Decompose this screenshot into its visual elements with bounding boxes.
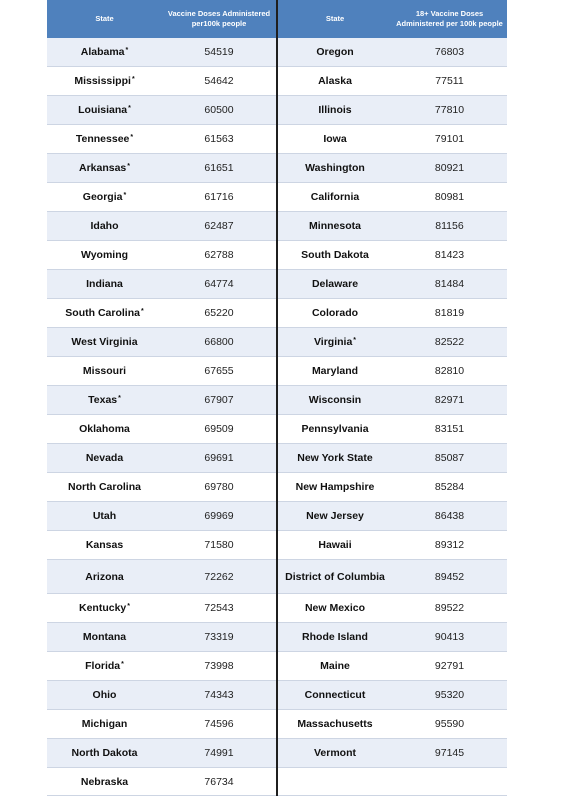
right-state-cell — [277, 560, 392, 594]
right-state-cell — [277, 183, 392, 212]
left-doses-cell: 69509 — [162, 415, 277, 444]
left-state-cell — [47, 531, 162, 560]
table-row — [47, 357, 507, 386]
header-right-state: State — [277, 0, 392, 38]
right-doses-cell: 82522 — [392, 328, 507, 357]
left-doses-cell: 69691 — [162, 444, 277, 473]
left-state-cell — [47, 38, 162, 67]
footnote-marker: * — [127, 603, 130, 610]
left-state-cell-name: Kansas — [85, 539, 124, 551]
footnote-marker: * — [121, 661, 124, 668]
right-state-cell-name: California — [310, 191, 360, 203]
right-state-cell-name: Minnesota — [309, 220, 361, 232]
left-doses-cell: 62487 — [162, 212, 277, 241]
left-state-cell — [47, 328, 162, 357]
table-row — [47, 299, 507, 328]
left-doses-cell: 69780 — [162, 473, 277, 502]
table-row — [47, 623, 507, 652]
right-state-cell-name: Hawaii — [318, 539, 352, 551]
left-state-cell — [47, 768, 162, 796]
left-state-cell-name: North Dakota — [71, 747, 138, 759]
left-doses-cell: 67655 — [162, 357, 277, 386]
table-header-row — [47, 0, 507, 38]
left-doses-cell: 74596 — [162, 710, 277, 739]
left-state-cell — [47, 154, 162, 183]
right-doses-cell: 77810 — [392, 96, 507, 125]
table-row — [47, 473, 507, 502]
right-doses-cell: 95320 — [392, 681, 507, 710]
right-state-cell — [277, 768, 392, 796]
left-state-cell-name: Louisiana — [78, 104, 128, 116]
right-state-cell — [277, 96, 392, 125]
right-state-cell — [277, 739, 392, 768]
left-doses-cell: 67907 — [162, 386, 277, 415]
left-doses-cell: 54519 — [162, 38, 277, 67]
left-doses-cell: 62788 — [162, 241, 277, 270]
left-state-cell-name: Tennessee — [75, 133, 130, 145]
right-doses-cell: 77511 — [392, 67, 507, 96]
left-state-cell — [47, 502, 162, 531]
left-doses-cell: 73319 — [162, 623, 277, 652]
right-state-cell-name: Pennsylvania — [301, 423, 369, 435]
right-state-cell — [277, 270, 392, 299]
table-row — [47, 710, 507, 739]
right-state-cell-name: Washington — [305, 162, 365, 174]
right-doses-cell: 81484 — [392, 270, 507, 299]
right-state-cell — [277, 212, 392, 241]
left-state-cell-name: Arkansas — [78, 162, 127, 174]
right-state-cell — [277, 531, 392, 560]
right-state-cell-name: Colorado — [311, 307, 359, 319]
right-doses-cell: 89312 — [392, 531, 507, 560]
right-state-cell-name: Oregon — [316, 46, 354, 58]
footnote-marker: * — [140, 308, 144, 315]
right-state-cell — [277, 67, 392, 96]
right-state-cell-name: New Hampshire — [295, 481, 375, 493]
left-state-cell-name: Nevada — [85, 452, 124, 464]
table-row — [47, 652, 507, 681]
left-state-cell — [47, 212, 162, 241]
right-state-cell — [277, 681, 392, 710]
footnote-marker: * — [127, 163, 130, 170]
right-state-cell-name: District of Columbia — [285, 570, 385, 583]
right-state-cell — [277, 444, 392, 473]
right-state-cell-name: New Mexico — [304, 602, 366, 614]
right-state-cell — [277, 652, 392, 681]
right-doses-cell: 90413 — [392, 623, 507, 652]
left-state-cell-name: Missouri — [82, 365, 127, 377]
right-state-cell — [277, 328, 392, 357]
left-doses-cell: 69969 — [162, 502, 277, 531]
right-doses-cell: 97145 — [392, 739, 507, 768]
table-row — [47, 681, 507, 710]
right-state-cell-name: New Jersey — [306, 510, 364, 522]
right-doses-cell: 85087 — [392, 444, 507, 473]
right-state-cell — [277, 38, 392, 67]
left-state-cell — [47, 270, 162, 299]
left-doses-cell: 61651 — [162, 154, 277, 183]
left-state-cell-name: Idaho — [90, 220, 119, 232]
table-row — [47, 270, 507, 299]
table-row — [47, 444, 507, 473]
right-doses-cell: 82810 — [392, 357, 507, 386]
left-state-cell-name: Wyoming — [80, 249, 129, 261]
footnote-marker: * — [125, 47, 129, 54]
right-doses-cell: 83151 — [392, 415, 507, 444]
footnote-marker: * — [130, 134, 134, 141]
right-state-cell-name: Connecticut — [304, 689, 366, 701]
right-doses-cell: 92791 — [392, 652, 507, 681]
left-doses-cell: 74343 — [162, 681, 277, 710]
right-doses-cell: 82971 — [392, 386, 507, 415]
right-state-cell-name: Massachusetts — [297, 718, 373, 730]
table-row — [47, 560, 507, 594]
right-doses-cell: 76803 — [392, 38, 507, 67]
right-state-cell — [277, 299, 392, 328]
right-state-cell-name: South Dakota — [301, 249, 369, 261]
left-state-cell-name: Texas — [88, 394, 118, 406]
table-row — [47, 328, 507, 357]
left-state-cell — [47, 710, 162, 739]
right-state-cell — [277, 473, 392, 502]
table-row — [47, 212, 507, 241]
left-state-cell — [47, 623, 162, 652]
left-state-cell-name: Indiana — [86, 278, 123, 290]
footnote-marker: * — [131, 76, 135, 83]
right-state-cell-name: Delaware — [311, 278, 359, 290]
table-row — [47, 531, 507, 560]
header-right-doses: 18+ Vaccine Doses Administered per 100k people — [392, 0, 507, 38]
left-state-cell — [47, 299, 162, 328]
left-state-cell — [47, 125, 162, 154]
left-doses-cell: 60500 — [162, 96, 277, 125]
left-doses-cell: 74991 — [162, 739, 277, 768]
footnote-marker: * — [123, 192, 127, 199]
table-row — [47, 739, 507, 768]
right-state-cell — [277, 623, 392, 652]
left-state-cell-name: Ohio — [92, 689, 117, 701]
right-doses-cell: 81156 — [392, 212, 507, 241]
right-state-cell-name: Alaska — [318, 75, 352, 87]
left-state-cell — [47, 473, 162, 502]
table-row — [47, 38, 507, 67]
left-state-cell-name: West Virginia — [71, 336, 138, 348]
left-state-cell — [47, 560, 162, 594]
right-state-cell — [277, 386, 392, 415]
footnote-marker: * — [353, 337, 357, 344]
left-state-cell-name: Alabama — [80, 46, 125, 58]
left-doses-cell: 61563 — [162, 125, 277, 154]
footnote-marker: * — [118, 395, 121, 402]
left-doses-cell: 64774 — [162, 270, 277, 299]
right-state-cell — [277, 154, 392, 183]
right-state-cell-name: Maine — [320, 660, 350, 672]
table-row — [47, 502, 507, 531]
left-state-cell-name: Kentucky — [79, 602, 127, 614]
left-state-cell — [47, 386, 162, 415]
left-state-cell — [47, 444, 162, 473]
left-state-cell-name: Georgia — [82, 191, 123, 203]
right-doses-cell: 95590 — [392, 710, 507, 739]
table-row — [47, 67, 507, 96]
footnote-marker: * — [128, 105, 131, 112]
left-state-cell — [47, 594, 162, 623]
table-row — [47, 125, 507, 154]
left-state-cell-name: Utah — [92, 510, 117, 522]
table-body — [47, 38, 507, 796]
right-state-cell — [277, 710, 392, 739]
right-state-cell — [277, 241, 392, 270]
right-state-cell-name: Vermont — [313, 747, 356, 759]
left-state-cell-name: Oklahoma — [79, 423, 130, 435]
left-state-cell — [47, 357, 162, 386]
right-doses-cell: 79101 — [392, 125, 507, 154]
right-state-cell — [277, 415, 392, 444]
right-doses-cell: 86438 — [392, 502, 507, 531]
left-state-cell-name: Michigan — [81, 718, 128, 730]
right-doses-cell: 89452 — [392, 560, 507, 594]
left-doses-cell: 72543 — [162, 594, 277, 623]
table-row — [47, 154, 507, 183]
table-row — [47, 768, 507, 796]
right-state-cell — [277, 502, 392, 531]
left-state-cell — [47, 681, 162, 710]
header-left-state: State — [47, 0, 162, 38]
left-state-cell — [47, 241, 162, 270]
table-row — [47, 241, 507, 270]
right-state-cell — [277, 125, 392, 154]
left-state-cell — [47, 183, 162, 212]
right-state-cell-name: Rhode Island — [302, 631, 368, 643]
left-doses-cell: 54642 — [162, 67, 277, 96]
left-state-cell — [47, 67, 162, 96]
right-doses-cell: 81819 — [392, 299, 507, 328]
left-state-cell-name: Arizona — [85, 570, 124, 583]
left-state-cell-name: Mississippi — [74, 75, 131, 87]
left-doses-cell: 66800 — [162, 328, 277, 357]
left-state-cell — [47, 96, 162, 125]
left-state-cell-name: Nebraska — [80, 775, 129, 788]
left-doses-cell: 73998 — [162, 652, 277, 681]
table-row — [47, 183, 507, 212]
table-row — [47, 594, 507, 623]
left-state-cell — [47, 652, 162, 681]
right-state-cell-name: Maryland — [311, 365, 359, 377]
left-state-cell — [47, 415, 162, 444]
right-doses-cell: 85284 — [392, 473, 507, 502]
table-row — [47, 386, 507, 415]
right-doses-cell: 89522 — [392, 594, 507, 623]
left-doses-cell: 72262 — [162, 560, 277, 594]
vaccine-doses-table — [47, 0, 507, 796]
table-row — [47, 96, 507, 125]
left-doses-cell: 61716 — [162, 183, 277, 212]
left-state-cell-name: South Carolina — [65, 307, 140, 319]
right-state-cell — [277, 357, 392, 386]
right-state-cell-name: New York State — [297, 452, 373, 464]
left-doses-cell: 76734 — [162, 768, 277, 796]
right-doses-cell — [392, 768, 507, 796]
right-state-cell — [277, 594, 392, 623]
right-state-cell-name: Virginia — [313, 336, 353, 348]
left-state-cell-name: North Carolina — [68, 481, 141, 493]
left-state-cell-name: Montana — [82, 631, 127, 643]
right-state-cell-name: Illinois — [318, 104, 352, 116]
right-state-cell-name: Wisconsin — [308, 394, 362, 406]
right-state-cell-name: Iowa — [323, 133, 347, 145]
header-left-doses: Vaccine Doses Administered per100k people — [162, 0, 277, 38]
left-state-cell — [47, 739, 162, 768]
right-doses-cell: 80921 — [392, 154, 507, 183]
left-state-cell-name: Florida — [85, 660, 121, 672]
right-doses-cell: 80981 — [392, 183, 507, 212]
left-doses-cell: 65220 — [162, 299, 277, 328]
table-row — [47, 415, 507, 444]
left-doses-cell: 71580 — [162, 531, 277, 560]
right-doses-cell: 81423 — [392, 241, 507, 270]
